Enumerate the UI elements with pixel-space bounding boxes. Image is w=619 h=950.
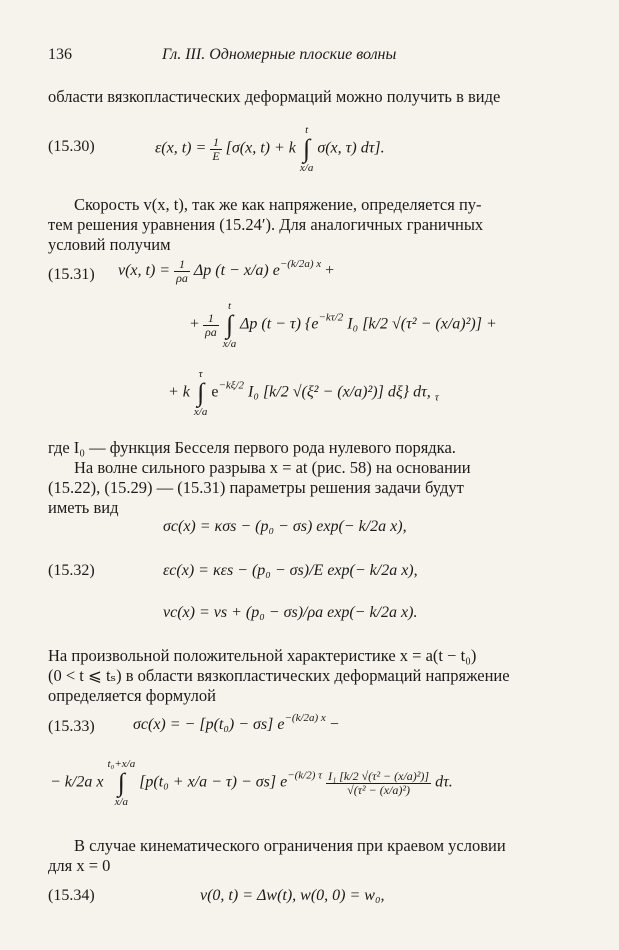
eq-15-30-integrand: σ(x, τ) dτ]. <box>317 139 385 157</box>
equation-15-33-line2: − k/2a x t₀+x/a ∫ x/a [p(t₀ + x/a − τ) − σs] $e^{-(k/2) \tau}$ $\frac{\text{I₁ [k/2 √(τ² − (x/a)²)]}}{\text{√(τ² − (x/a)²)}}$ dτ. <box>50 758 453 808</box>
running-title: Гл. III. Одномерные плоские волны <box>162 46 397 63</box>
paragraph-intro: области вязкопластических деформаций можно получить в виде <box>48 87 501 106</box>
eq-15-30-lhs: ε(x, t) = <box>155 139 207 157</box>
eq-15-30-fraction: $\frac{1}{E}$ <box>212 134 220 163</box>
equation-15-32-row2: εc(x) = κεs − (p₀ − σs)/E exp(− k/2a x), <box>163 562 418 579</box>
paragraph-bessel: где I₀ — функция Бесселя первого рода нулевого порядка. <box>48 438 456 457</box>
paragraph-characteristic-l2: (0 < t ⩽ tₛ) в области вязкопластических деформаций напряжение <box>48 666 510 685</box>
equation-label-15-32: (15.32) <box>48 562 95 579</box>
paragraph-discontinuity-l3: иметь вид <box>48 498 119 517</box>
paragraph-discontinuity-l1: На волне сильного разрыва x = at (рис. 58) на основании <box>74 458 471 477</box>
paragraph-velocity-l2: тем решения уравнения (15.24′). Для аналогичных граничных <box>48 215 484 234</box>
paragraph-characteristic-l1: На произвольной положительной характеристике x = a(t − t₀) <box>48 646 477 665</box>
eq-15-30-body: [σ(x, t) + k <box>225 139 296 157</box>
equation-label-15-33: (15.33) <box>48 718 95 735</box>
equation-15-32-row1: σc(x) = κσs − (p₀ − σs) exp(− k/2a x), <box>163 518 407 535</box>
equation-15-30 <box>155 124 385 174</box>
paragraph-velocity-l1: Скорость v(x, t), так же как напряжение, определяется пу- <box>74 195 482 214</box>
paragraph-kinematic-l1: В случае кинематического ограничения при краевом условии <box>74 836 506 855</box>
equation-label-15-30: (15.30) <box>48 138 95 155</box>
eq-15-30-lower-limit: x/a <box>299 162 314 174</box>
paragraph-discontinuity-l2: (15.22), (15.29) — (15.31) параметры решения задачи будут <box>48 478 464 497</box>
paragraph-characteristic-l3: определяется формулой <box>48 686 216 705</box>
equation-label-15-31: (15.31) <box>48 266 95 283</box>
equation-15-31-line3: + k τ ∫ x/a $e^{-k\xi/2}$ I₀ [k/2 √(ξ² − (x/a)²)] dξ} dτ, $_\tau$ <box>168 368 439 418</box>
equation-15-31-line1: v(x, t) = $\frac{1}{\rho a}$ Δp (t − x/a) $e^{-(k/2a) x}$ + <box>118 257 335 285</box>
equation-15-31-line2: + $\frac{1}{\rho a}$ t ∫ x/a Δp (t − τ) {$e^{-k\tau/2}$ I₀ [k/2 √(τ² − (x/a)²)] + <box>190 300 497 350</box>
paragraph-kinematic-l2: для x = 0 <box>48 856 111 875</box>
page-number: 136 <box>48 46 72 63</box>
integral-sign: ∫ <box>303 134 311 163</box>
equation-label-15-34: (15.34) <box>48 887 95 904</box>
equation-15-32-row3: vc(x) = vs + (p₀ − σs)/ρa exp(− k/2a x). <box>163 604 418 621</box>
equation-15-34: v(0, t) = Δw(t), w(0, 0) = w₀, <box>200 887 385 904</box>
paragraph-velocity-l3: условий получим <box>48 235 171 254</box>
eq-15-30-upper-limit: t <box>305 124 309 136</box>
equation-15-33-line1: σc(x) = − [p(t₀) − σs] $e^{-(k/2a) x}$ − <box>133 712 339 733</box>
